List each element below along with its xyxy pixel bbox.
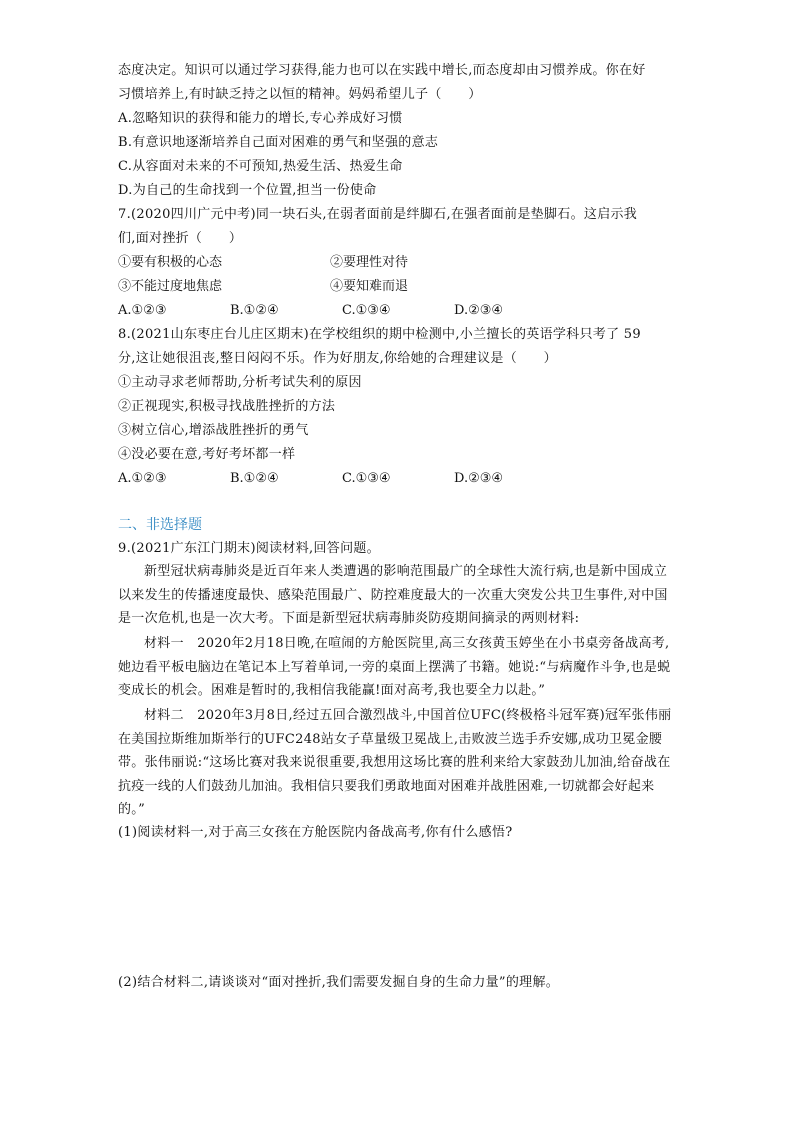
q8-choice-b: B.①②④: [230, 471, 279, 486]
q7-choice-d: D.②③④: [454, 303, 504, 318]
q9-material-2: 材料二 2020年3月8日,经过五回合激烈战斗,中国首位UFC(终极格斗冠军赛)冠军张伟丽在美国拉斯维加斯举行的UFC248站女子草量级卫冕战上,击败波兰选手乔安娜,成功卫冕金腰带。张伟丽说:“这场比赛对我来说很重要,我想用这场比赛的胜利来给大家鼓劲儿加油,给奋战在抗疫一线的人们鼓劲儿加油。我相信只要我们勇敢地面对困难并战胜困难,一切就都会好起来的。”: [118, 708, 672, 817]
q9-subquestion-1: (1)阅读材料一,对于高三女孩在方舱医院内备战高考,你有什么感悟?: [118, 825, 513, 840]
q7-item-2: ②要理性对待: [330, 255, 409, 270]
q8-item-1: ①主动寻求老师帮助,分析考试失利的原因: [118, 375, 362, 390]
q7-item-4: ④要知难而退: [330, 279, 409, 294]
q6-option-b: B.有意识地逐渐培养自己面对困难的勇气和坚强的意志: [118, 135, 439, 150]
q8-line-2: 分,这让她很沮丧,整日闷闷不乐。作为好朋友,你给她的合理建议是（ ）: [118, 351, 557, 366]
q8-item-3: ③树立信心,增添战胜挫折的勇气: [118, 423, 309, 438]
section-heading: 二、非选择题: [118, 517, 202, 533]
q7-line-2: 们,面对挫折（ ）: [118, 231, 243, 246]
q6-option-c: C.从容面对未来的不可预知,热爱生活、热爱生命: [118, 159, 403, 174]
q7-item-3: ③不能过度地焦虑: [118, 279, 223, 294]
q9-intro: 9.(2021广东江门期末)阅读材料,回答问题。: [118, 541, 380, 556]
q6-option-a: A.忽略知识的获得和能力的增长,专心养成好习惯: [118, 111, 403, 126]
q8-choice-d: D.②③④: [454, 471, 504, 486]
q8-line-1: 8.(2021山东枣庄台儿庄区期末)在学校组织的期中检测中,小兰擅长的英语学科只考了 59: [118, 327, 641, 342]
q8-item-4: ④没必要在意,考好考坏都一样: [118, 447, 296, 462]
q6-line-2: 习惯培养上,有时缺乏持之以恒的精神。妈妈希望儿子（ ）: [118, 87, 482, 102]
q6-line-1: 态度决定。知识可以通过学习获得,能力也可以在实践中增长,而态度却由习惯养成。你在好: [118, 63, 646, 78]
q9-paragraph: 新型冠状病毒肺炎是近百年来人类遭遇的影响范围最广的全球性大流行病,也是新中国成立以来发生的传播速度最快、感染范围最广、防控难度最大的一次重大突发公共卫生事件,对中国是一次危机,也是一次大考。下面是新型冠状病毒肺炎防疫期间摘录的两则材料:: [118, 564, 668, 626]
q7-line-1: 7.(2020四川广元中考)同一块石头,在弱者面前是绊脚石,在强者面前是垫脚石。这启示我: [118, 207, 638, 222]
q7-choice-b: B.①②④: [230, 303, 279, 318]
q7-item-1: ①要有积极的心态: [118, 255, 223, 270]
q9-subquestion-2: (2)结合材料二,请谈谈对“面对挫折,我们需要发掘自身的生命力量”的理解。: [118, 975, 560, 990]
q9-material-1: 材料一 2020年2月18日晚,在喧闹的方舱医院里,高三女孩黄玉婷坐在小书桌旁备战高考,她边看平板电脑边在笔记本上写着单词,一旁的桌面上摆满了书籍。她说:“与病魔作斗争,也是蜕变成长的机会。困难是暂时的,我相信我能赢!面对高考,我也要全力以赴。”: [118, 636, 671, 698]
q8-choice-a: A.①②③: [118, 471, 167, 486]
q7-choice-a: A.①②③: [118, 303, 167, 318]
q6-option-d: D.为自己的生命找到一个位置,担当一份使命: [118, 183, 377, 198]
q8-choice-c: C.①③④: [342, 471, 391, 486]
q8-item-2: ②正视现实,积极寻找战胜挫折的方法: [118, 399, 336, 414]
q7-choice-c: C.①③④: [342, 303, 391, 318]
